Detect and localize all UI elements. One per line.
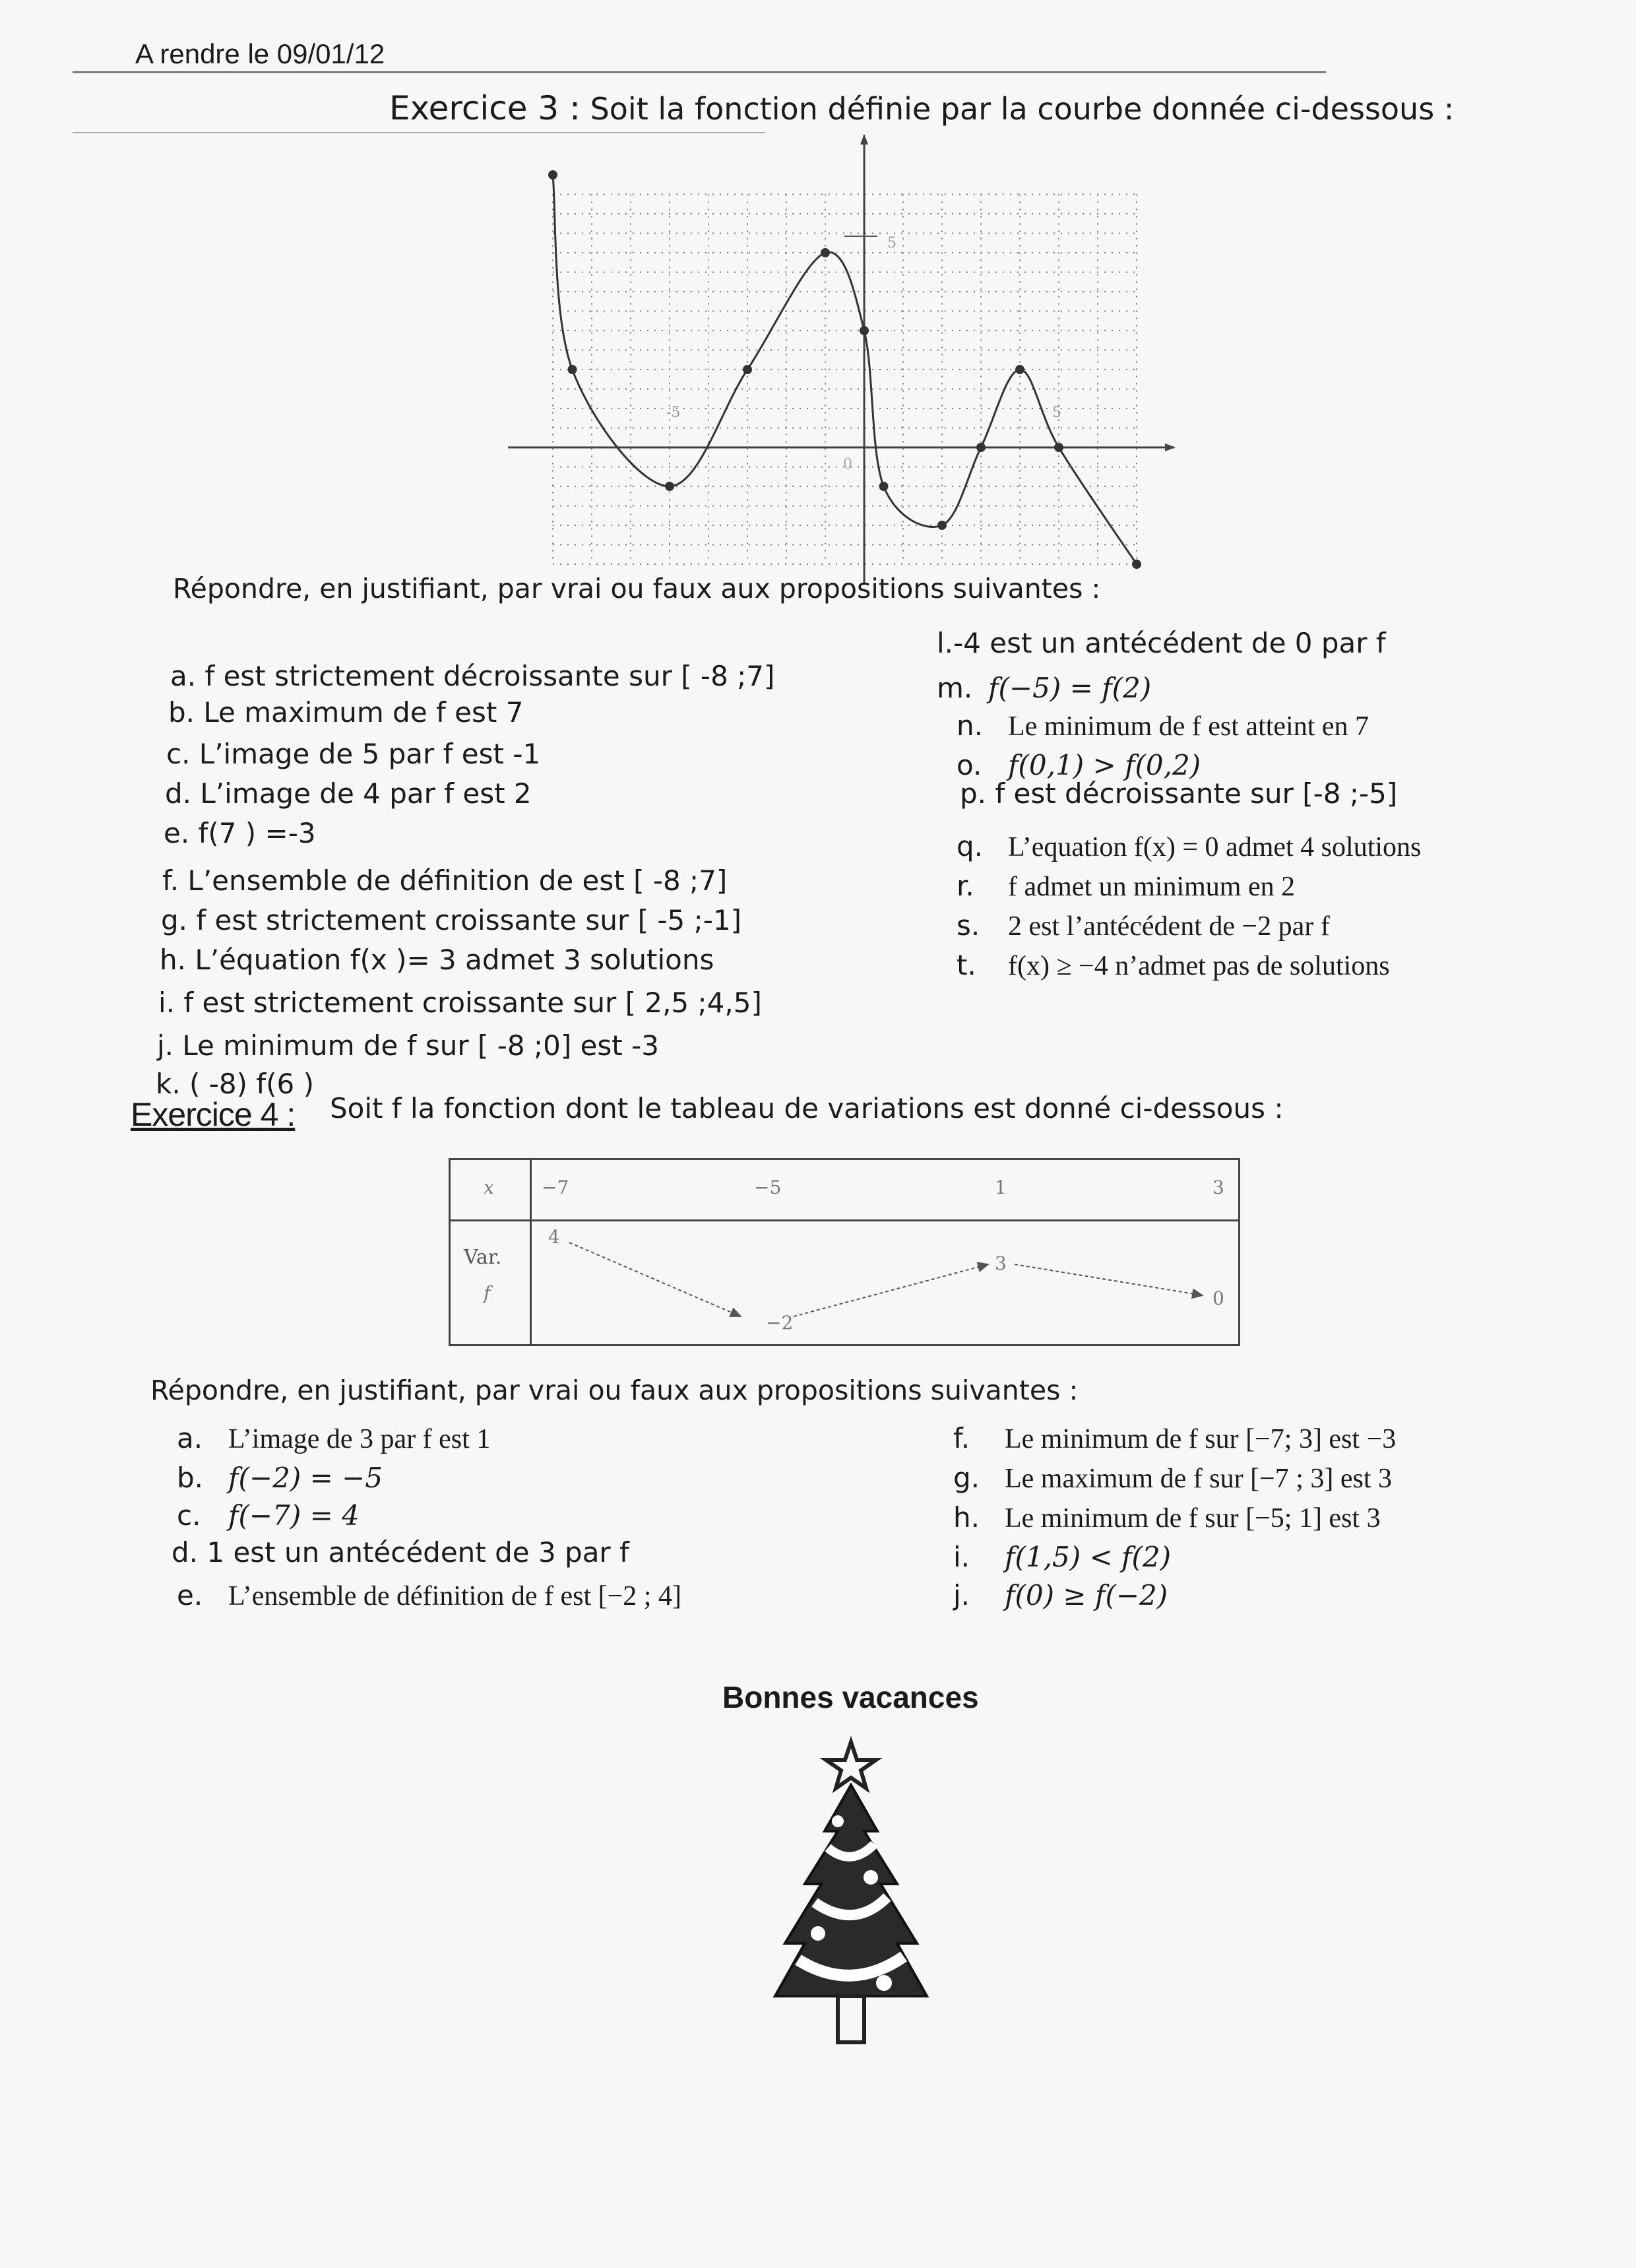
ex3-item-s: s. 2 est l’antécédent de −2 par f bbox=[957, 909, 1330, 942]
origin-label: 0 bbox=[843, 456, 852, 472]
vt-f-value: −2 bbox=[766, 1312, 794, 1334]
ex3-item-n: n. Le minimum de f est atteint en 7 bbox=[957, 709, 1369, 742]
ex3-item-r: r. f admet un minimum en 2 bbox=[957, 870, 1296, 902]
variation-arrows bbox=[451, 1160, 1242, 1348]
ex4-item-b: b. f(−2) = −5 bbox=[177, 1462, 383, 1494]
exercise3-title: Exercice 3 : bbox=[389, 89, 581, 127]
curve-point bbox=[879, 482, 889, 491]
greeting: Bonnes vacances bbox=[722, 1680, 979, 1714]
exercise4-statement: Soit f la fonction dont le tableau de variations est donné ci-dessous : bbox=[330, 1092, 1284, 1124]
y-tick-label: 5 bbox=[887, 235, 897, 251]
ex4-item-a: a. L’image de 3 par f est 1 bbox=[177, 1422, 491, 1454]
variation-table bbox=[449, 1158, 1240, 1346]
curve-point bbox=[743, 365, 752, 374]
ex4-item-h: h. Le minimum de f sur [−5; 1] est 3 bbox=[953, 1501, 1381, 1534]
ex3-item-h: h. L’équation f(x )= 3 admet 3 solutions bbox=[160, 944, 714, 976]
ex4-item-g: g. Le maximum de f sur [−7 ; 3] est 3 bbox=[953, 1462, 1393, 1494]
ex3-item-k: k. ( -8) f(6 ) bbox=[156, 1068, 315, 1100]
ex3-item-p: p. f est décroissante sur [-8 ;-5] bbox=[960, 777, 1398, 810]
curve-point bbox=[548, 170, 557, 179]
arrow-down-2 bbox=[1015, 1264, 1203, 1295]
star-icon bbox=[826, 1742, 876, 1788]
ex3-item-j: j. Le minimum de f sur [ -8 ;0] est -3 bbox=[157, 1029, 659, 1062]
ex3-item-m: m. f(−5) = f(2) bbox=[937, 672, 1152, 704]
exercise4-instruction: Répondre, en justifiant, par vrai ou faux aux propositions suivantes : bbox=[150, 1375, 1079, 1406]
ex3-item-d: d. L’image de 4 par f est 2 bbox=[165, 777, 532, 810]
header-divider bbox=[73, 71, 1326, 73]
vt-x-header: x bbox=[484, 1177, 494, 1198]
arrow-down-1 bbox=[569, 1243, 741, 1316]
curve-point bbox=[821, 248, 830, 257]
graph-grid bbox=[553, 195, 1137, 565]
y-axis-arrow bbox=[860, 134, 868, 145]
vt-x-value: −5 bbox=[754, 1177, 782, 1198]
christmas-tree-icon bbox=[765, 1732, 937, 2049]
curve-point bbox=[1054, 443, 1063, 452]
function-graph bbox=[501, 129, 1201, 604]
ex3-item-c: c. L’image de 5 par f est -1 bbox=[166, 738, 541, 770]
vt-x-value: −7 bbox=[542, 1177, 569, 1198]
ex3-item-g: g. f est strictement croissante sur [ -5 ;-1] bbox=[161, 904, 741, 936]
exercise3-statement: Soit la fonction définie par la courbe donnée ci-dessous : bbox=[590, 91, 1455, 127]
x-tick-label-pos: 5 bbox=[1052, 405, 1061, 421]
ex4-item-i: i. f(1,5) < f(2) bbox=[953, 1541, 1172, 1573]
x-axis-arrow bbox=[1165, 443, 1176, 451]
vt-x-value: 3 bbox=[1212, 1177, 1224, 1198]
ex4-item-e: e. L’ensemble de définition de f est [−2 ; 4] bbox=[177, 1579, 681, 1611]
ex4-item-f: f. Le minimum de f sur [−7; 3] est −3 bbox=[953, 1422, 1397, 1454]
exercise3-heading bbox=[389, 89, 1454, 127]
exercise3-instruction: Répondre, en justifiant, par vrai ou faux aux propositions suivantes : bbox=[173, 573, 1101, 604]
vt-f-value: 0 bbox=[1212, 1287, 1224, 1309]
curve-point bbox=[665, 482, 674, 491]
ex3-item-t: t. f(x) ≥ −4 n’admet pas de solutions bbox=[957, 949, 1390, 981]
ex3-item-a: a. f est strictement décroissante sur [ -8 ;7] bbox=[170, 660, 775, 692]
vt-x-value: 1 bbox=[995, 1177, 1007, 1198]
ex3-item-q: q. L’equation f(x) = 0 admet 4 solutions bbox=[957, 830, 1422, 862]
vt-var-header: Var. bbox=[464, 1246, 502, 1269]
ex4-item-j: j. f(0) ≥ f(−2) bbox=[953, 1579, 1168, 1611]
ex3-item-f: f. L’ensemble de définition de est [ -8 ;7] bbox=[162, 864, 728, 897]
ex3-item-l: l.-4 est un antécédent de 0 par f bbox=[937, 627, 1386, 659]
curve-point bbox=[1132, 560, 1141, 569]
due-date: A rendre le 09/01/12 bbox=[135, 38, 385, 69]
curve-points bbox=[548, 170, 1141, 569]
vt-f-value: 4 bbox=[548, 1226, 560, 1248]
curve-point bbox=[937, 521, 947, 530]
curve-point bbox=[568, 365, 577, 374]
ex4-item-c: c. f(−7) = 4 bbox=[177, 1499, 360, 1532]
curve-point bbox=[976, 443, 986, 452]
ex3-item-e: e. f(7 ) =-3 bbox=[164, 817, 316, 849]
curve-point bbox=[1015, 365, 1024, 374]
ex3-item-b: b. Le maximum de f est 7 bbox=[168, 696, 524, 729]
vt-f-value: 3 bbox=[995, 1252, 1007, 1274]
vt-f-header: f bbox=[484, 1282, 491, 1304]
ex3-item-o: o. f(0,1) > f(0,2) bbox=[957, 749, 1201, 781]
ex4-item-d: d. 1 est un antécédent de 3 par f bbox=[172, 1536, 629, 1569]
exercise4-title: Exercice 4 : bbox=[131, 1096, 296, 1133]
ex3-item-i: i. f est strictement croissante sur [ 2,5 ;4,5] bbox=[158, 987, 762, 1019]
curve-point bbox=[860, 326, 869, 335]
arrow-up bbox=[794, 1264, 988, 1316]
tree-trunk bbox=[838, 1996, 864, 2042]
x-tick-label-neg: -5 bbox=[666, 405, 681, 421]
